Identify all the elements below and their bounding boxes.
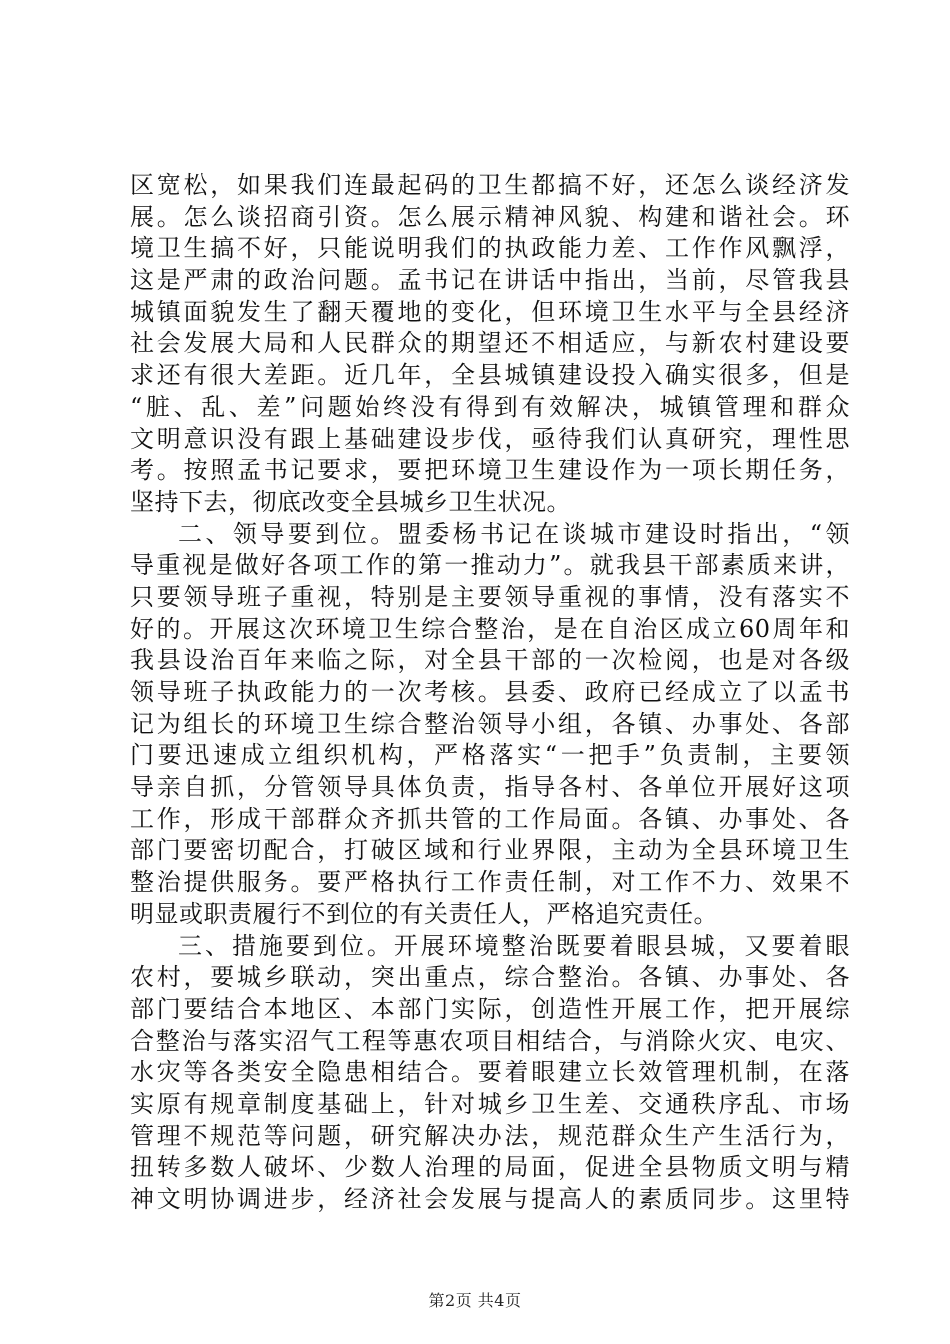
- page-footer: [0, 1288, 950, 1311]
- text-line: “脏、乱、差”问题始终没有得到有效解决，城镇管理和群众: [130, 392, 850, 421]
- text-line: 展。怎么谈招商引资。怎么展示精神风貌、构建和谐社会。环: [130, 202, 850, 231]
- section-heading-line: 三、措施要到位。开展环境整治既要着眼县城，又要着眼: [178, 931, 850, 960]
- text-line: 部门要密切配合，打破区域和行业界限，主动为全县环境卫生: [130, 836, 850, 865]
- text-line: 导亲自抓，分管领导具体负责，指导各村、各单位开展好这项: [130, 773, 850, 802]
- text-line: 水灾等各类安全隐患相结合。要着眼建立长效管理机制，在落: [130, 1058, 850, 1087]
- text-line: 记为组长的环境卫生综合整治领导小组，各镇、办事处、各部: [130, 709, 850, 738]
- text-line: 部门要结合本地区、本部门实际，创造性开展工作，把开展综: [130, 994, 850, 1023]
- text-line: 区宽松，如果我们连最起码的卫生都搞不好，还怎么谈经济发: [130, 171, 850, 199]
- text-line: 导重视是做好各项工作的第一推动力”。就我县干部素质来讲，: [130, 551, 850, 580]
- text-line: 整治提供服务。要严格执行工作责任制，对工作不力、效果不: [130, 868, 850, 897]
- text-line: 坚持下去，彻底改变全县城乡卫生状况。: [130, 487, 571, 516]
- text-line: 求还有很大差距。近几年，全县城镇建设投入确实很多，但是: [130, 361, 850, 390]
- text-line: 合整治与落实沼气工程等惠农项目相结合，与消除火灾、电灾、: [130, 1026, 850, 1055]
- text-line: 管理不规范等问题，研究解决办法，规范群众生产生活行为，: [130, 1121, 850, 1150]
- text-line: 神文明协调进步，经济社会发展与提高人的素质同步。这里特: [130, 1185, 850, 1213]
- page-number-label: 第2页 共4页: [428, 1291, 522, 1310]
- text-line: 门要迅速成立组织机构，严格落实“一把手”负责制，主要领: [130, 741, 850, 770]
- text-line: 境卫生搞不好，只能说明我们的执政能力差、工作作风飘浮，: [130, 234, 850, 263]
- text-line: 好的。开展这次环境卫生综合整治，是在自治区成立60周年和: [130, 614, 850, 643]
- section-heading-line: 二、领导要到位。盟委杨书记在谈城市建设时指出，“领: [178, 519, 850, 548]
- text-line: 城镇面貌发生了翻天覆地的变化，但环境卫生水平与全县经济: [130, 297, 850, 326]
- text-line: 扭转多数人破坏、少数人治理的局面，促进全县物质文明与精: [130, 1153, 850, 1182]
- text-line: 我县设治百年来临之际，对全县干部的一次检阅，也是对各级: [130, 646, 850, 675]
- text-line: 工作，形成干部群众齐抓共管的工作局面。各镇、办事处、各: [130, 804, 850, 833]
- text-line: 实原有规章制度基础上，针对城乡卫生差、交通秩序乱、市场: [130, 1089, 850, 1118]
- text-line: 文明意识没有跟上基础建设步伐，亟待我们认真研究，理性思: [130, 424, 850, 453]
- text-line: 农村，要城乡联动，突出重点，综合整治。各镇、办事处、各: [130, 963, 850, 992]
- text-line: 社会发展大局和人民群众的期望还不相适应，与新农村建设要: [130, 329, 850, 358]
- text-line: 只要领导班子重视，特别是主要领导重视的事情，没有落实不: [130, 582, 850, 611]
- text-line: 这是严肃的政治问题。孟书记在讲话中指出，当前，尽管我县: [130, 266, 850, 295]
- body-text: [130, 170, 850, 1216]
- text-line: 领导班子执政能力的一次考核。县委、政府已经成立了以孟书: [130, 678, 850, 706]
- text-line: 考。按照孟书记要求，要把环境卫生建设作为一项长期任务，: [130, 456, 850, 485]
- text-line: 明显或职责履行不到位的有关责任人，严格追究责任。: [130, 899, 718, 928]
